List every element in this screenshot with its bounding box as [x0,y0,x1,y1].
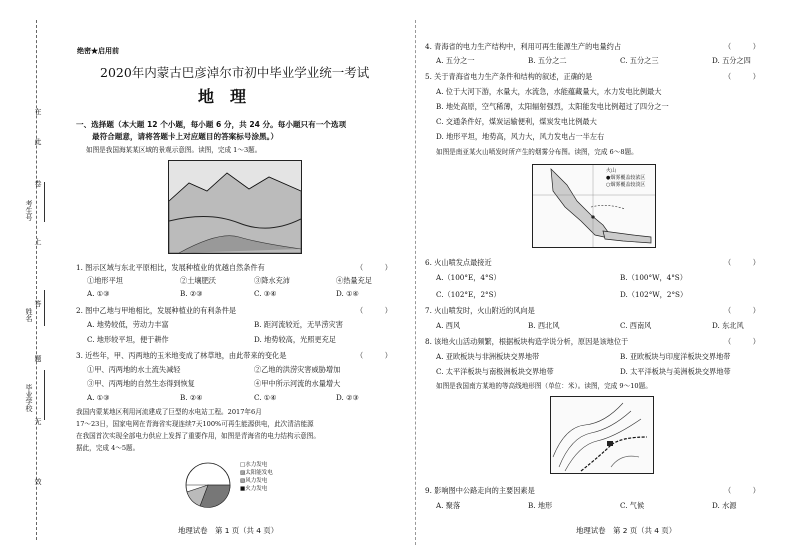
q3-option-a[interactable]: A. ①③ [87,393,110,402]
school-field[interactable] [44,370,45,420]
q2-option-b[interactable]: B. 距河流较近，无旱涝灾害 [254,320,343,329]
q4-option-b[interactable]: B. 五分之二 [528,56,567,65]
intro-q6-8: 如图是南亚某火山喷发时所产生的烟雾分布图。读图，完成 6～8题。 [436,148,638,156]
intro-q1-3: 如图是我国海某某区域的景观示意图。读图，完成 1～3题。 [86,146,262,154]
q5-stem: 5. 关于青海省电力生产条件和结构的叙述，正确的是 [425,72,593,81]
candidate-number-label: 考生号 [25,200,33,221]
q1-option-d[interactable]: D. ①④ [336,289,359,298]
q4-option-a[interactable]: A. 五分之一 [436,56,475,65]
q4-option-d[interactable]: D. 五分之四 [712,56,751,65]
landscape-figure [168,160,302,254]
q6-answer-paren[interactable]: （ ） [724,258,760,267]
confidential-mark: 绝密★启用前 [77,46,119,55]
q4-answer-paren[interactable]: （ ） [724,42,760,51]
landscape-sketch [169,161,301,253]
q8-answer-paren[interactable]: （ ） [724,337,760,346]
q9-answer-paren[interactable]: （ ） [724,486,760,495]
candidate-number-field[interactable] [44,182,45,222]
q5-option-c[interactable]: C. 交通条件好，煤炭运输便利，煤炭发电比例最大 [436,117,597,126]
q3-item-2: ②乙地的洪涝灾害威胁增加 [254,365,341,374]
q1-option-c[interactable]: C. ③④ [254,289,277,298]
q1-answer-paren[interactable]: （ ） [356,263,392,272]
q7-option-d[interactable]: D. 东北风 [712,321,744,330]
name-label: 姓名 [25,308,33,322]
q6-option-b[interactable]: B.（100°W，4°S） [620,273,687,282]
q3-option-b[interactable]: B. ②④ [180,393,203,402]
q8-stem: 8. 该地火山活动频繁，根据板块构造学说分析，原因是该地位于 [425,337,629,346]
passage-line-3: 在我国首次实现全部电力供应上发挥了重要作用，如图是青海省的电力结构示意图。 [76,432,320,440]
q7-option-a[interactable]: A. 西风 [436,321,461,330]
q4-option-c[interactable]: C. 五分之三 [620,56,659,65]
q2-stem: 2. 图中乙地与甲地相比，发展种植业的有利条件是 [76,306,237,315]
contour-map [550,396,654,474]
passage-line-2: 17～23日，国家电网在青海省实现连续7天100%可再生能源供电，此次清洁能源 [76,420,314,428]
q1-stem: 1. 图示区域与东北平原相比，发展种植业的优越自然条件有 [76,263,265,272]
map-legend-volcano: 火山 [606,168,617,174]
q3-item-4: ④甲中所示河流的水量增大 [254,379,341,388]
contour-map-sketch [551,397,653,473]
q1-item-3: ③降水充沛 [254,276,290,285]
q3-option-d[interactable]: D. ②③ [336,393,359,402]
q2-answer-paren[interactable]: （ ） [356,306,392,315]
q5-option-d[interactable]: D. 地形平坦，地势高，风力大，风力发电占一半左右 [436,132,605,141]
q6-option-d[interactable]: D.（102°W，2°S） [620,290,688,299]
section-heading: 一、选择题（本大题 12 个小题，每小题 6 分，共 24 分。每小题只有一个选项 [76,120,347,129]
q2-option-d[interactable]: D. 地势较高，光照更充足 [254,335,336,344]
q7-option-c[interactable]: C. 西南风 [620,321,652,330]
page-1-footer: 地理试卷 第 1 页（共 4 页） [178,526,279,535]
q3-option-c[interactable]: C. ①④ [254,393,277,402]
margin-char: 无 [34,418,42,425]
map-legend-light: ○烟雾覆盖较淡区 [606,182,646,188]
q1-option-b[interactable]: B. ②③ [180,289,203,298]
q9-option-c[interactable]: C. 气候 [620,501,645,510]
q7-option-b[interactable]: B. 西北风 [528,321,560,330]
margin-char: 效 [34,478,42,485]
passage-line-4: 据此，完成 4～5题。 [76,444,140,452]
legend-thermal: ■火力发电 [240,486,268,492]
q3-stem: 3. 近些年，甲、丙两地的玉米地变成了林草地，由此带来的变化是 [76,351,287,360]
power-structure-pie [180,460,236,510]
q2-option-c[interactable]: C. 地形较平坦，便于耕作 [87,335,169,344]
margin-char: 卷 [34,180,42,187]
q2-option-a[interactable]: A. 地势较低，劳动力丰富 [87,320,169,329]
page-divider [415,20,416,545]
passage-line-1: 我国内蒙某地区利用河流建成了巨型的水电站工程。2017年6月 [76,408,262,416]
q9-stem: 9. 影响图中公路走向的主要因素是 [425,486,535,495]
q9-option-a[interactable]: A. 聚落 [436,501,461,510]
page-2-footer: 地理试卷 第 2 页（共 4 页） [576,526,677,535]
q3-answer-paren[interactable]: （ ） [356,351,392,360]
q8-option-d[interactable]: D. 太平洋板块与美洲板块交界地带 [620,367,731,376]
q4-stem: 4. 青海省的电力生产结构中，利用可再生能源生产的电量约占 [425,42,622,51]
intro-q9-10: 如图是我国南方某地的等高线地形图（单位：米）。读图，完成 9～10题。 [436,382,652,390]
q3-item-1: ①甲、丙两地的水土流失减轻 [87,365,181,374]
q5-option-b[interactable]: B. 地处高原，空气稀薄，太阳辐射强烈，太阳能发电比例超过了四分之一 [436,102,669,111]
margin-char: 在 [34,108,42,115]
q1-item-4: ④热量充足 [336,276,372,285]
section-heading-line2: 最符合题意，请将答题卡上对应题目的答案标号涂黑。） [92,132,279,141]
q9-option-b[interactable]: B. 地形 [528,501,553,510]
q6-option-a[interactable]: A.（100°E，4°S） [436,273,501,282]
q8-option-a[interactable]: A. 亚欧板块与非洲板块交界地带 [436,352,540,361]
school-label: 毕业学校 [25,384,33,412]
q6-option-c[interactable]: C.（102°E，2°S） [436,290,501,299]
q7-answer-paren[interactable]: （ ） [724,306,760,315]
margin-char: 答 [34,300,42,307]
cut-line [36,20,37,540]
q8-option-c[interactable]: C. 太平洋板块与南极洲板块交界地带 [436,367,554,376]
map-legend-dense: ●烟雾覆盖较浓区 [606,175,646,181]
name-field[interactable] [44,290,45,326]
margin-char: 题 [34,355,42,362]
q1-option-a[interactable]: A. ①③ [87,289,110,298]
subject-title: 地 理 [198,87,247,106]
legend-wind: ▧风力发电 [240,478,268,484]
q3-item-3: ③甲、丙两地的自然生态得到恢复 [87,379,195,388]
margin-char: 上 [34,238,42,245]
q5-answer-paren[interactable]: （ ） [724,72,760,81]
legend-solar: ▨太阳能发电 [240,470,273,476]
q6-stem: 6. 火山喷发点最接近 [425,258,492,267]
q5-option-a[interactable]: A. 位于大河下游，水量大，水流急，水能蕴藏量大，水力发电比例最大 [436,87,662,96]
q1-item-2: ②土壤肥沃 [180,276,216,285]
legend-hydro: □水力发电 [240,462,268,468]
margin-char: 此 [34,138,42,145]
q8-option-b[interactable]: B. 亚欧板块与印度洋板块交界地带 [620,352,731,361]
exam-title: 2020年内蒙古巴彦淖尔市初中毕业学业统一考试 [100,65,370,80]
q7-stem: 7. 火山喷发时，火山附近的风向是 [425,306,535,315]
q9-option-d[interactable]: D. 水源 [712,501,737,510]
q1-item-1: ①地形平坦 [87,276,123,285]
